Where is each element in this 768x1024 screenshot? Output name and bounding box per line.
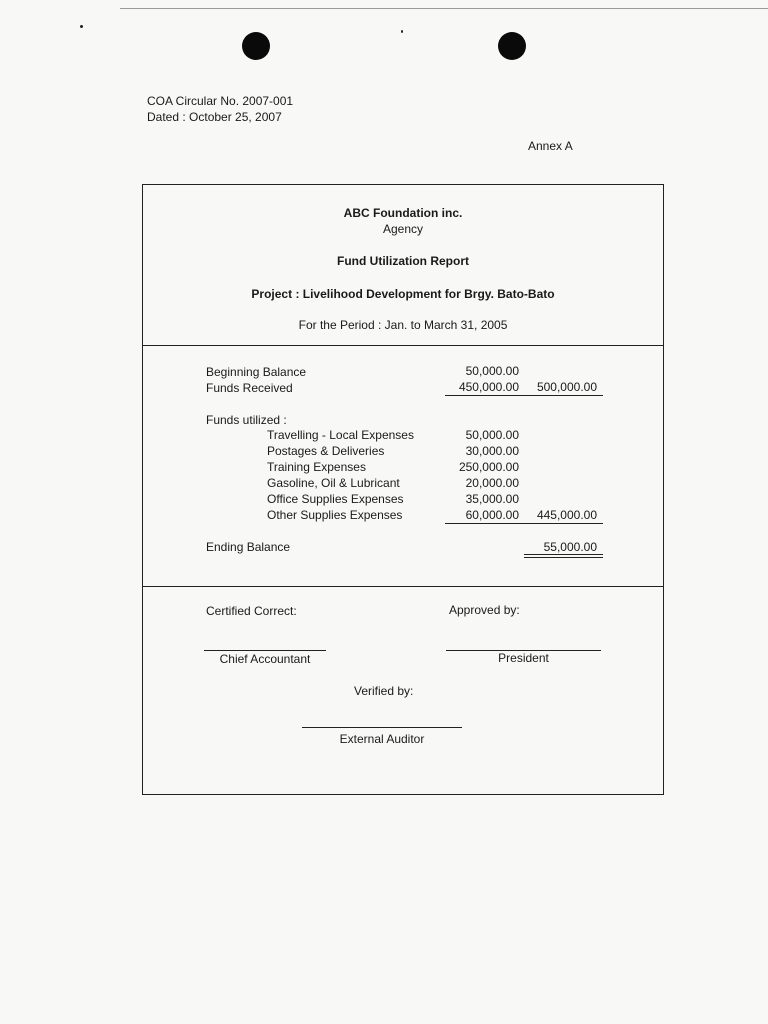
ending-balance-value: 55,000.00 bbox=[543, 540, 597, 554]
subtotal-rule bbox=[445, 395, 603, 396]
approved-by-label: Approved by: bbox=[449, 603, 520, 617]
scan-speck bbox=[80, 25, 83, 28]
expense-label: Gasoline, Oil & Lubricant bbox=[267, 476, 400, 490]
external-auditor-signature-line bbox=[302, 727, 462, 728]
total-available-value: 500,000.00 bbox=[536, 380, 597, 394]
funds-received-value: 450,000.00 bbox=[458, 380, 519, 394]
verified-by-label: Verified by: bbox=[354, 684, 414, 698]
annex-label: Annex A bbox=[528, 139, 573, 153]
certified-correct-label: Certified Correct: bbox=[206, 604, 297, 618]
chief-accountant-signature-line bbox=[204, 650, 326, 651]
expense-label: Office Supplies Expenses bbox=[267, 492, 404, 506]
beginning-balance-value: 50,000.00 bbox=[465, 364, 519, 378]
chief-accountant-label: Chief Accountant bbox=[219, 652, 311, 666]
expense-label: Postages & Deliveries bbox=[267, 444, 385, 458]
expense-label: Other Supplies Expenses bbox=[267, 508, 403, 522]
section-divider bbox=[143, 345, 663, 346]
expense-value: 60,000.00 bbox=[465, 508, 519, 522]
project-name: Project : Livelihood Development for Brgy. Bato-Bato bbox=[251, 287, 555, 301]
report-form bbox=[142, 184, 664, 795]
scan-speck bbox=[401, 30, 403, 33]
ending-double-rule-bottom bbox=[524, 557, 603, 558]
ending-balance-label: Ending Balance bbox=[206, 540, 291, 554]
expense-label: Training Expenses bbox=[267, 460, 366, 474]
punch-hole-left bbox=[242, 32, 270, 60]
agency-label: Agency bbox=[382, 222, 424, 236]
president-label: President bbox=[498, 651, 549, 665]
ending-double-rule-top bbox=[524, 554, 603, 555]
expense-value: 35,000.00 bbox=[465, 492, 519, 506]
top-edge-rule bbox=[120, 8, 768, 9]
report-title: Fund Utilization Report bbox=[337, 254, 469, 268]
expense-value: 50,000.00 bbox=[465, 428, 519, 442]
expense-label: Travelling - Local Expenses bbox=[267, 428, 414, 442]
section-divider bbox=[143, 586, 663, 587]
utilized-total-rule bbox=[445, 523, 603, 524]
expense-value: 250,000.00 bbox=[458, 460, 519, 474]
external-auditor-label: External Auditor bbox=[339, 732, 425, 746]
funds-utilized-label: Funds utilized : bbox=[206, 413, 287, 427]
expense-value: 20,000.00 bbox=[465, 476, 519, 490]
funds-received-label: Funds Received bbox=[206, 381, 293, 395]
expense-value: 30,000.00 bbox=[465, 444, 519, 458]
punch-hole-right bbox=[498, 32, 526, 60]
circular-header bbox=[147, 93, 293, 125]
total-utilized-value: 445,000.00 bbox=[536, 508, 597, 522]
foundation-name: ABC Foundation inc. bbox=[343, 206, 463, 220]
circular-date: Dated : October 25, 2007 bbox=[147, 110, 282, 124]
report-period: For the Period : Jan. to March 31, 2005 bbox=[298, 318, 508, 332]
circular-number: COA Circular No. 2007-001 bbox=[147, 94, 294, 108]
beginning-balance-label: Beginning Balance bbox=[206, 365, 307, 379]
